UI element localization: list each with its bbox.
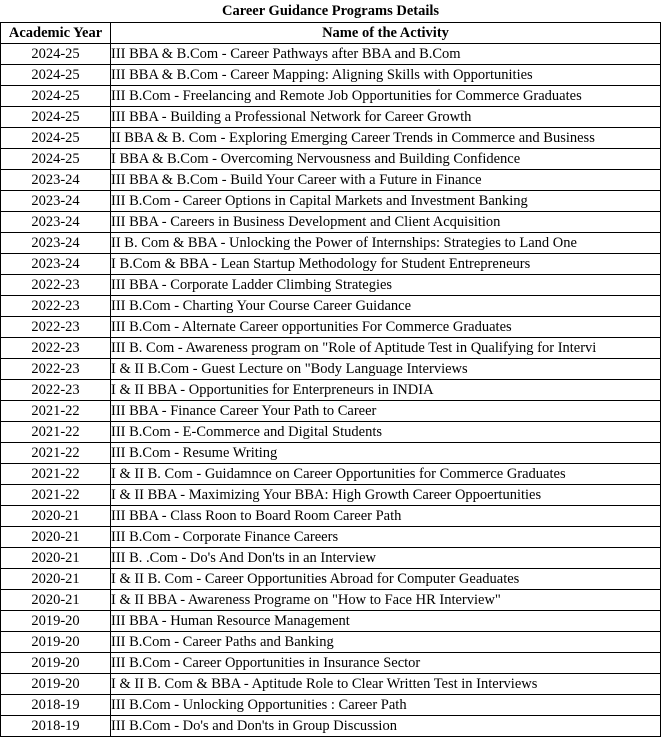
academic-year-cell[interactable]: 2022-23 bbox=[1, 317, 111, 338]
table-row bbox=[1, 422, 661, 443]
activity-name-cell[interactable]: III BBA - Corporate Ladder Climbing Strategies bbox=[111, 275, 661, 296]
activity-name-cell[interactable]: III BBA & B.Com - Career Pathways after BBA and B.Com bbox=[111, 44, 661, 65]
academic-year-cell[interactable]: 2022-23 bbox=[1, 275, 111, 296]
activity-name-cell[interactable]: I & II B.Com - Guest Lecture on "Body Language Interviews bbox=[111, 359, 661, 380]
table-row bbox=[1, 485, 661, 506]
table-row bbox=[1, 653, 661, 674]
activity-name-cell[interactable]: III B.Com - Alternate Career opportunities For Commerce Graduates bbox=[111, 317, 661, 338]
activity-name-cell[interactable]: II B. Com & BBA - Unlocking the Power of Internships: Strategies to Land One bbox=[111, 233, 661, 254]
table-row bbox=[1, 212, 661, 233]
table-title: Career Guidance Programs Details bbox=[221, 3, 440, 19]
academic-year-cell[interactable]: 2023-24 bbox=[1, 212, 111, 233]
activity-name-cell[interactable]: III BBA - Careers in Business Development and Client Acquisition bbox=[111, 212, 661, 233]
academic-year-cell[interactable]: 2024-25 bbox=[1, 149, 111, 170]
activity-name-cell[interactable]: III BBA - Human Resource Management bbox=[111, 611, 661, 632]
table-row bbox=[1, 527, 661, 548]
academic-year-cell[interactable]: 2024-25 bbox=[1, 107, 111, 128]
activity-name-cell[interactable]: III B.Com - Career Paths and Banking bbox=[111, 632, 661, 653]
table-row bbox=[1, 65, 661, 86]
table-row bbox=[1, 632, 661, 653]
activity-name-cell[interactable]: III B.Com - Freelancing and Remote Job Opportunities for Commerce Graduates bbox=[111, 86, 661, 107]
academic-year-cell[interactable]: 2024-25 bbox=[1, 65, 111, 86]
academic-year-cell[interactable]: 2020-21 bbox=[1, 548, 111, 569]
table-row bbox=[1, 170, 661, 191]
activity-name-cell[interactable]: III B.Com - Resume Writing bbox=[111, 443, 661, 464]
academic-year-cell[interactable]: 2019-20 bbox=[1, 674, 111, 695]
table-row bbox=[1, 611, 661, 632]
academic-year-cell[interactable]: 2021-22 bbox=[1, 443, 111, 464]
table-row bbox=[1, 443, 661, 464]
academic-year-cell[interactable]: 2020-21 bbox=[1, 527, 111, 548]
academic-year-cell[interactable]: 2023-24 bbox=[1, 233, 111, 254]
table-row bbox=[1, 338, 661, 359]
activity-name-cell[interactable]: III B.Com - Do's and Don'ts in Group Discussion bbox=[111, 716, 661, 737]
academic-year-cell[interactable]: 2019-20 bbox=[1, 653, 111, 674]
academic-year-cell[interactable]: 2019-20 bbox=[1, 611, 111, 632]
activity-name-cell[interactable]: III BBA - Class Roon to Board Room Career Path bbox=[111, 506, 661, 527]
academic-year-cell[interactable]: 2020-21 bbox=[1, 569, 111, 590]
academic-year-cell[interactable]: 2022-23 bbox=[1, 296, 111, 317]
table-row bbox=[1, 716, 661, 737]
academic-year-cell[interactable]: 2023-24 bbox=[1, 254, 111, 275]
academic-year-cell[interactable]: 2019-20 bbox=[1, 632, 111, 653]
table-row bbox=[1, 548, 661, 569]
academic-year-cell[interactable]: 2024-25 bbox=[1, 44, 111, 65]
activity-name-cell[interactable]: III B.Com - Career Opportunities in Insurance Sector bbox=[111, 653, 661, 674]
academic-year-cell[interactable]: 2021-22 bbox=[1, 464, 111, 485]
table-row bbox=[1, 401, 661, 422]
activity-name-cell[interactable]: III B.Com - E-Commerce and Digital Students bbox=[111, 422, 661, 443]
table-row bbox=[1, 464, 661, 485]
table-row bbox=[1, 695, 661, 716]
table-row bbox=[1, 317, 661, 338]
academic-year-cell[interactable]: 2024-25 bbox=[1, 86, 111, 107]
table-row bbox=[1, 191, 661, 212]
activity-name-cell[interactable]: I & II BBA - Maximizing Your BBA: High Growth Career Oppoertunities bbox=[111, 485, 661, 506]
column-header-activity[interactable]: Name of the Activity bbox=[111, 23, 661, 44]
table-row bbox=[1, 275, 661, 296]
academic-year-cell[interactable]: 2023-24 bbox=[1, 191, 111, 212]
table-body bbox=[1, 44, 661, 737]
table-row bbox=[1, 380, 661, 401]
activity-name-cell[interactable]: III BBA - Finance Career Your Path to Career bbox=[111, 401, 661, 422]
activity-name-cell[interactable]: I & II BBA - Awareness Programe on "How to Face HR Interview" bbox=[111, 590, 661, 611]
activity-name-cell[interactable]: I & II BBA - Opportunities for Enterpreneurs in INDIA bbox=[111, 380, 661, 401]
header-row bbox=[1, 23, 661, 44]
table-row bbox=[1, 44, 661, 65]
academic-year-cell[interactable]: 2020-21 bbox=[1, 506, 111, 527]
activity-name-cell[interactable]: II BBA & B. Com - Exploring Emerging Career Trends in Commerce and Business bbox=[111, 128, 661, 149]
table-row bbox=[1, 506, 661, 527]
academic-year-cell[interactable]: 2020-21 bbox=[1, 590, 111, 611]
table-row bbox=[1, 569, 661, 590]
table-row bbox=[1, 674, 661, 695]
table-row bbox=[1, 107, 661, 128]
table-row bbox=[1, 254, 661, 275]
activity-name-cell[interactable]: III BBA & B.Com - Build Your Career with a Future in Finance bbox=[111, 170, 661, 191]
table-row bbox=[1, 233, 661, 254]
academic-year-cell[interactable]: 2021-22 bbox=[1, 401, 111, 422]
activity-name-cell[interactable]: III B.Com - Career Options in Capital Markets and Investment Banking bbox=[111, 191, 661, 212]
activity-name-cell[interactable]: III B. .Com - Do's And Don'ts in an Interview bbox=[111, 548, 661, 569]
academic-year-cell[interactable]: 2018-19 bbox=[1, 695, 111, 716]
activity-name-cell[interactable]: I & II B. Com & BBA - Aptitude Role to Clear Written Test in Interviews bbox=[111, 674, 661, 695]
academic-year-cell[interactable]: 2024-25 bbox=[1, 128, 111, 149]
table-row bbox=[1, 590, 661, 611]
table-row bbox=[1, 296, 661, 317]
academic-year-cell[interactable]: 2022-23 bbox=[1, 338, 111, 359]
activity-name-cell[interactable]: I BBA & B.Com - Overcoming Nervousness and Building Confidence bbox=[111, 149, 661, 170]
activity-name-cell[interactable]: III BBA - Building a Professional Network for Career Growth bbox=[111, 107, 661, 128]
activity-name-cell[interactable]: I & II B. Com - Career Opportunities Abroad for Computer Geaduates bbox=[111, 569, 661, 590]
academic-year-cell[interactable]: 2018-19 bbox=[1, 716, 111, 737]
activity-name-cell[interactable]: III B.Com - Unlocking Opportunities : Career Path bbox=[111, 695, 661, 716]
academic-year-cell[interactable]: 2022-23 bbox=[1, 359, 111, 380]
activity-name-cell[interactable]: I B.Com & BBA - Lean Startup Methodology for Student Entrepreneurs bbox=[111, 254, 661, 275]
table-row bbox=[1, 149, 661, 170]
table-row bbox=[1, 359, 661, 380]
career-programs-table bbox=[0, 22, 661, 737]
academic-year-cell[interactable]: 2023-24 bbox=[1, 170, 111, 191]
academic-year-cell[interactable]: 2022-23 bbox=[1, 380, 111, 401]
activity-name-cell[interactable]: I & II B. Com - Guidamnce on Career Opportunities for Commerce Graduates bbox=[111, 464, 661, 485]
table-row bbox=[1, 86, 661, 107]
column-header-academic-year[interactable]: Academic Year bbox=[1, 23, 111, 44]
academic-year-cell[interactable]: 2021-22 bbox=[1, 422, 111, 443]
activity-name-cell[interactable]: III B.Com - Corporate Finance Careers bbox=[111, 527, 661, 548]
activity-name-cell[interactable]: III B. Com - Awareness program on "Role of Aptitude Test in Qualifying for Intervi bbox=[111, 338, 661, 359]
table-row bbox=[1, 128, 661, 149]
academic-year-cell[interactable]: 2021-22 bbox=[1, 485, 111, 506]
activity-name-cell[interactable]: III BBA & B.Com - Career Mapping: Aligning Skills with Opportunities bbox=[111, 65, 661, 86]
activity-name-cell[interactable]: III B.Com - Charting Your Course Career Guidance bbox=[111, 296, 661, 317]
